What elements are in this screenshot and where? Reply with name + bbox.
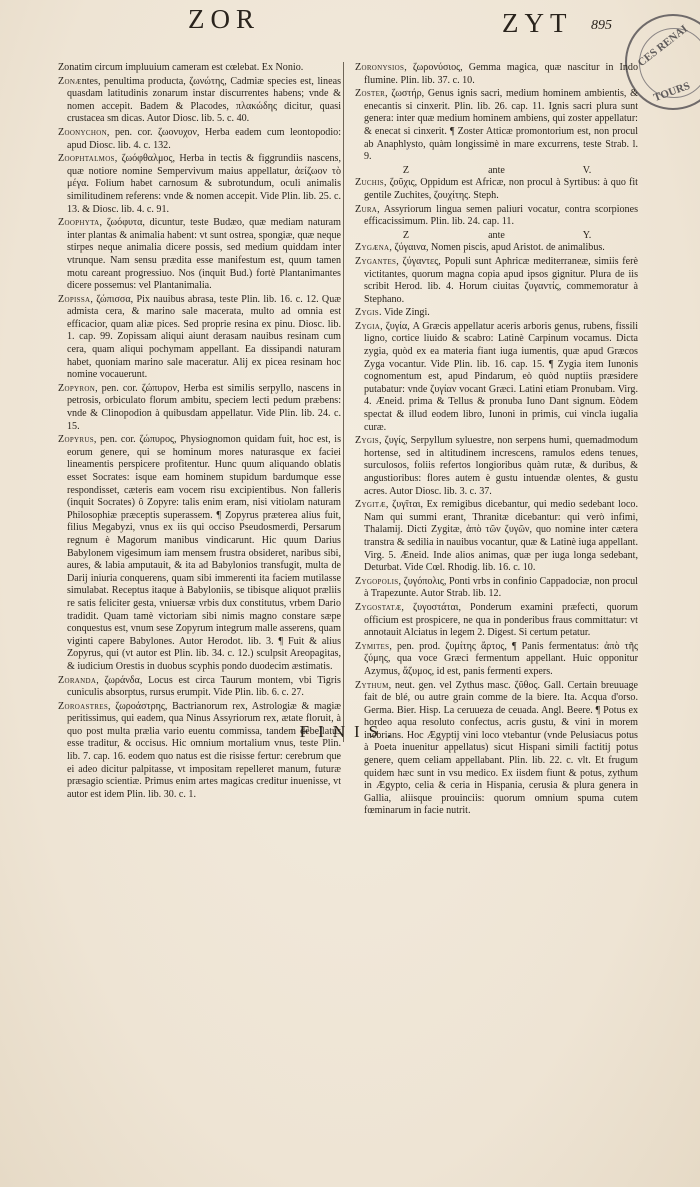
entry-headword: Zopyron [58, 382, 96, 394]
entry-definition: , ζυγοστάται, Ponderum examini præfecti, quorum officium est prospicere, ne qua in ponderibus fraus committatur: vt annotauit Alciatus in legem 2. Digest. Si certum petatur. [364, 601, 638, 639]
entry-definition: , ζυγόπολις, Ponti vrbs in confinio Cappadociæ, non procul à Trapezunte. Autor Strab. lib. 12. [364, 575, 638, 600]
dictionary-entry [355, 307, 638, 320]
dictionary-entry [58, 675, 341, 700]
entry-headword: Zythum [355, 679, 389, 691]
section-heading-part: ante [488, 229, 505, 241]
dictionary-entry [58, 127, 341, 152]
entry-definition: Zonatim circum impluuium cameram est cœlebat. Ex Nonio. [58, 62, 304, 73]
entry-definition: , pen. cor. ζώπυρον, Herba est similis serpyllo, nascens in petrosis, orbiculato florum ambitu, speciem lecti pedum præbens: vnde & Clinopodion à quibusdam appellatur. Vide Plin. lib. 24. c. 15. [67, 382, 341, 432]
running-head-left: ZOR [188, 4, 260, 34]
section-heading [355, 230, 638, 243]
page-number: 895 [591, 18, 612, 33]
entry-headword: Zygantes [355, 255, 397, 267]
entry-headword: Zygitæ [355, 499, 386, 511]
dictionary-entry [355, 499, 638, 575]
dictionary-entry [355, 680, 638, 819]
dictionary-entry [58, 153, 341, 216]
dictionary-entry [355, 602, 638, 640]
entry-headword: Zoronysios [355, 62, 405, 73]
entry-headword: Zygostatæ [355, 601, 402, 613]
entry-headword: Zygis [355, 435, 380, 447]
entry-definition: , ζυγίς, Serpyllum syluestre, non serpens humi, quemadmodum hortense, sed in altitudinem increscens, ramulos edens tenues, surculosos, foliis refertos longioribus quàm rutæ, & duribus, & angustioribus: flores autem è gustu intuendæ olentes, & gustu acres. Autor Diosc. lib. 3. c. 37. [364, 435, 638, 497]
dictionary-entry [355, 62, 638, 87]
left-column [58, 62, 341, 802]
entry-headword: Zygia [355, 320, 381, 332]
entry-headword: Zopissa [58, 293, 91, 305]
column-rule [343, 62, 344, 742]
dictionary-entry [355, 204, 638, 229]
dictionary-entry [355, 256, 638, 306]
entry-definition: , ζύγαινα, Nomen piscis, apud Aristot. de animalibus. [389, 242, 605, 254]
entry-definition: , ζωροάστρης, Bactrianorum rex, Astrologiæ & magiæ peritissimus, qui eadem, qua Ninus Assyriorum rex, ætate floruit, à quo post multa prælia vario euentu commissa, tandem debellatus esse traditur, & occisus. Hic omnium mortalium vnus, teste Plin. lib. 7. cap. 16. eodem quo natus est die risisse fertur: cerebrum que ei adeo dicitur palpitasse, vt impositam repelleret manum, futuræ præsagio scientiæ. Primus enim artes magicas creditur inuenisse, vt autor est idem Plin. lib. 30. c. 1. [67, 700, 341, 800]
dictionary-entry [58, 76, 341, 126]
stamp-text-bottom: TOURS [652, 79, 692, 105]
entry-headword: Zoophtalmos [58, 153, 115, 165]
finis-heading: FINIS. [299, 722, 401, 741]
dictionary-entry [355, 88, 638, 164]
section-heading [355, 165, 638, 178]
dictionary-entry [58, 383, 341, 433]
entry-definition: , Assyriorum lingua semen paliuri vocatur, contra scorpiones efficacissimum. Plin. lib. 24. cap. 11. [364, 203, 638, 228]
dictionary-entry [355, 641, 638, 679]
entry-definition: , ζωόφυτα, dicuntur, teste Budæo, quæ mediam naturam inter plantas & animalia habent: vt sunt ostrea, spongiæ, quæ neque stirpes neque animalia dicere possis, sed medium quiddam inter vtrunque. Nam sensu prædita esse manifestum est, quum tamen motu careant progressiuo. Nos (inquit Bud.) fortè Plantanimantes dicere possemus: vel Plantanimalia. [67, 217, 341, 292]
entry-definition: , ζυγία, A Græcis appellatur aceris arboris genus, rubens, fissili ligno, cortice liuido & scabro: Latinè Carpinum vocamus. Dicta zygia, quòd ex ea materia fiant iuga iumentis, quæ apud Græcos Zyga vocantur. Vide Plin. lib. 16. cap. 15. ¶ Zygia item Iunonis cognomentum est, apud Pindarum, eò quòd nuptiis præsidere putabatur: vnde ζυγίαν vocant Græci. Latini etiam Pronubam. Virg. 4. Æneid. prima & Tellus & pronuba Iuno Dant signum. Eòdem spectat & illud eodem libro, Iunoni in primis, cui vincla iugalia curæ. [364, 320, 638, 433]
entry-definition: ntes, penultima producta, ζωνώτης, Cadmiæ species est, lineas quasdam latitudinis zonarum instar discurrentes habens; vnde & nomen accepit. Badem & Placodes, πλακώδης dicitur, quasi crustacea sm dicas. Autor Diosc. lib. 5. c. 40. [67, 75, 341, 125]
dictionary-entry [58, 217, 341, 293]
entry-definition: , ζωστήρ, Genus ignis sacri, medium hominem ambientis, & enecantis si cinxerit. Plin. lib. 26. cap. 11. Ignis sacri plura sunt genera: inter quæ medium hominem ambiens, qui zoster appellatur: & enecat si cinxerit. ¶ Zoster Atticæ promontorium est, non procul ab Anaphlysto, quàm longissimè in mare excurrens, teste Strab. l. 9. [364, 88, 638, 163]
entry-definition: , pen. cor. ζωονυχον, Herba eadem cum leontopodio: apud Diosc. lib. 4. c. 132. [67, 126, 341, 151]
entry-headword: Zygæna [355, 242, 390, 254]
entry-headword: Zoonychon [58, 126, 107, 138]
entry-headword: Zura [355, 203, 378, 215]
dictionary-entry [58, 701, 341, 802]
entry-definition: , ζοῦχις, Oppidum est Africæ, non procul à Syrtibus: à quo fit gentile Zuchites, ζουχίτης. Steph. [364, 177, 638, 201]
entry-headword: Zoophyta [58, 217, 100, 229]
entry-definition: , ζύγαντες, Populi sunt Aphricæ mediterraneæ, simiis ferè victitantes, quorum magna copia apud ipsos gignitur. Plura de iis scribit Herod. lib. 4. Horum ciuitas ζυγαντίς, commemoratur à Stephano. [364, 255, 638, 305]
dictionary-entry [355, 242, 638, 255]
entry-headword: Zonæ [58, 75, 82, 87]
entry-definition: , ζωόφθαλμος, Herba in tectis & figgrundiis nascens, quæ notiore nomine Sempervivum maius appellatur, ἀείζωον τὸ μέγα. Folium habet carnosum & subrotundum, oculi animalis similitudinem referens: vnde & nomen accepit. Vide Plin. lib. 25. c. 13. & Diosc. lib. 4. c. 91. [67, 153, 341, 215]
dictionary-entry [355, 576, 638, 601]
entry-definition: , pen. cor. ζώπυρος, Physiognomon quidam fuit, hoc est, is eorum genere, qui se hominum mores naturasque ex faciei lineamentis perspicere profitentur. Hunc quum aliquando oblatis esset Socrates: isque eam hominem stupidum bardumque esse respondisset, cæteris eam vocem risu excipientibus. Non falleris (inquit Socrates) ô Zopyre: talis enim eram, nisi vitiolam naturam Philosophiæ præceptis superassem. ¶ Zopyrus præterea alius fuit, filius Megabyzi, vnus ex iis qui occiso Pseudosmerdi, Persarum regnum è Magorum manibus vindicarunt. Hic quum Darius Babylonem vigesimum iam mensem frustra obsideret, naribus sibi, aures, & labia amputauit, & ita ad Babylonios transfugit, multa de Darij iniuria conquerens, quam sibi immerenti ita faciem mutilasse simulabat. Receptus itaque à Babyloniis, se tibisque aliquot præliis re satis feliciter gesta, vniuersæ vrbis dux constitutus, vrbem Dario tradidit. Quam tamè victoriam sibi nimis magno constare sæpe conquestus est, vnum sese Zopyrum integrum malle asserens, quam viginti capere Babylones. Autor Herodot. lib. 3. ¶ Fuit & alius Zopyrus, qui (vt autor est Plin. lib. 34. c. 12.) sculpsit Areopagitas, & iudicium Orestis in duobus scyphis pondo duodecim æstimatis. [67, 434, 341, 672]
dictionary-entry [58, 434, 341, 673]
entry-headword: Zopyrus [58, 434, 94, 446]
right-column [355, 62, 638, 819]
dictionary-entry [355, 435, 638, 498]
entry-headword: Zoroastres [58, 700, 109, 712]
entry-headword: Zygis [355, 307, 380, 319]
running-head-right: ZYT [502, 8, 573, 38]
section-heading-part: ante [488, 164, 505, 176]
running-head [0, 4, 700, 42]
entry-definition: , pen. prod. ζυμίτης ἄρτος, ¶ Panis fermentatus: ἀπὸ τῆς ζύμης, qua voce Græci fermentum appellant. Huic opponitur Azymus, ἄζυμος, id est, panis fermenti expers. [364, 640, 638, 677]
entry-headword: Zuchis [355, 177, 384, 189]
section-heading-part: Z [402, 229, 410, 241]
section-heading-part: V. [582, 164, 592, 176]
entry-definition: , ζώπισσα, Pix nauibus abrasa, teste Plin. lib. 16. c. 12. Quæ admista cera, & marino sale macerata, multo ad omnia est efficacior, quam aliæ pices. Sed proprie resina ex pinu. Diosc. lib. 1. cap. 99. Zopissam aliqui aiunt derasam nauibus resinam cum cera, quam aliqui pochymam appellant. Ea dissipandi naturam habet, quoniam marino sale maceratur. Alij ex picea resinam hoc nomine vocauerunt. [67, 293, 341, 381]
entry-definition: , ζωράνδα, Locus est circa Taurum montem, vbi Tigris cuniculis absorptus, rursus erumpit. Vide Plin. lib. 6. c. 27. [67, 674, 341, 699]
dictionary-entry [58, 294, 341, 382]
dictionary-entry [58, 62, 341, 75]
dictionary-entry [355, 177, 638, 202]
entry-definition: , ζυγῖται, Ex remigibus dicebantur, qui medio sedebant loco. Nam qui summi erant, Thranitæ dicebantur: qui verò infimi, Thalamij. Dicti Zygitæ, ἀπὸ τῶν ζυγῶν, quo nomine inter cætera transtra & sedilia in nauibus vocantur, quæ & Latinè iuga appellant. Virg. 5. Æneid. Inde alios animas, quæ per iuga longa sedebant, Deturbat. Vide Cœl. Rhodig. lib. 16. c. 10. [364, 499, 638, 574]
entry-headword: Zymites [355, 640, 390, 652]
entry-headword: Zygopolis [355, 575, 399, 587]
stamp-text-top: CES RENAI [635, 22, 690, 70]
entry-definition: , ζωρονύσιος, Gemma magica, quæ nascitur in Indo flumine. Plin. lib. 37. c. 10. [364, 62, 638, 86]
entry-headword: Zoster [355, 88, 386, 100]
entry-definition: . Vide Zingi. [379, 307, 430, 319]
entry-definition: , neut. gen. vel Zythus masc. ζῦθος. Gall. Certain breuuage fait de blé, ou autre grain comme de la biere. Ita. Acqua d'orso. Germa. Bier. Hisp. La ceruueza de ceuada. Angl. Beere. ¶ Potus ex hordeo aqua resoluto confectus, acris gustu, & vini in morem inebrians. Hoc Ægyptij vini loco vtebantur (vnde Pelusiacus potus à Poeta inuenitur appellatus) sicut Hispani simili factitij potus genere, quem celiam appellabant. Plin. lib. 22. c. vlt. Et frugum quidem hæc sunt in vsu medico. Ex iisdem fiunt & potus, zythum in Ægypto, celia & ceria in Hispania, cerusia & plura genera in Gallia, aliisque prouinciis: quorum omnium spuma cutem fœminarum in facie nutrit. [364, 679, 638, 817]
section-heading-part: Y. [582, 229, 592, 241]
section-heading-part: Z [402, 164, 410, 176]
entry-headword: Zoranda [58, 674, 97, 686]
dictionary-entry [355, 321, 638, 434]
